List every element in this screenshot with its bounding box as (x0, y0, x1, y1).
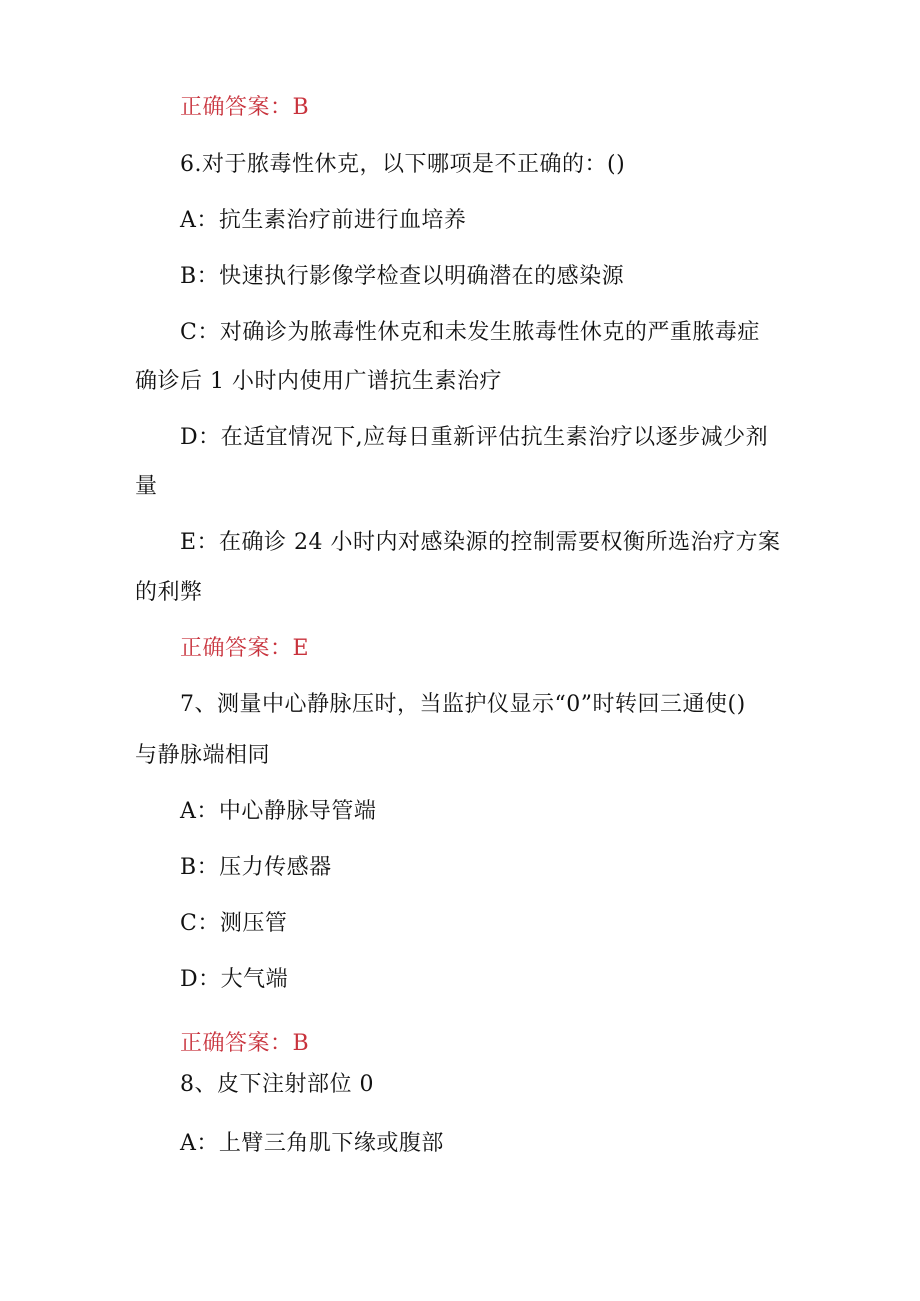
question-7-stem-continuation: 与静脉端相同 (135, 743, 271, 768)
q6-option-d: D：在适宜情况下,应每日重新评估抗生素治疗以逐步减少剂 (180, 425, 769, 450)
q8-option-a: A：上臂三角肌下缘或腹部 (180, 1131, 444, 1156)
q7-option-b: B：压力传感器 (180, 855, 332, 880)
question-8-stem: 8、皮下注射部位 0 (180, 1072, 374, 1097)
q7-option-c: C：测压管 (180, 911, 288, 936)
answer-q6: 正确答案：E (180, 636, 310, 661)
q7-option-d: D：大气端 (180, 967, 289, 992)
question-7-stem: 7、测量中心静脉压时，当监护仪显示“0”时转回三通使() (180, 692, 746, 717)
q6-option-c: C：对确诊为脓毒性休克和未发生脓毒性休克的严重脓毒症 (180, 320, 760, 345)
q6-option-d-continuation: 量 (135, 474, 158, 499)
answer-q7: 正确答案：B (180, 1031, 310, 1056)
q6-option-e-continuation: 的利弊 (135, 580, 203, 605)
answer-q5: 正确答案：B (180, 95, 310, 120)
q6-option-a: A：抗生素治疗前进行血培养 (180, 208, 467, 233)
question-6-stem: 6.对于脓毒性休克，以下哪项是不正确的：() (180, 152, 626, 177)
q6-option-b: B：快速执行影像学检查以明确潜在的感染源 (180, 264, 625, 289)
q6-option-e: E：在确诊 24 小时内对感染源的控制需要权衡所选治疗方案 (180, 530, 781, 555)
q6-option-c-continuation: 确诊后 1 小时内使用广谱抗生素治疗 (135, 369, 502, 394)
q7-option-a: A：中心静脉导管端 (180, 799, 377, 824)
